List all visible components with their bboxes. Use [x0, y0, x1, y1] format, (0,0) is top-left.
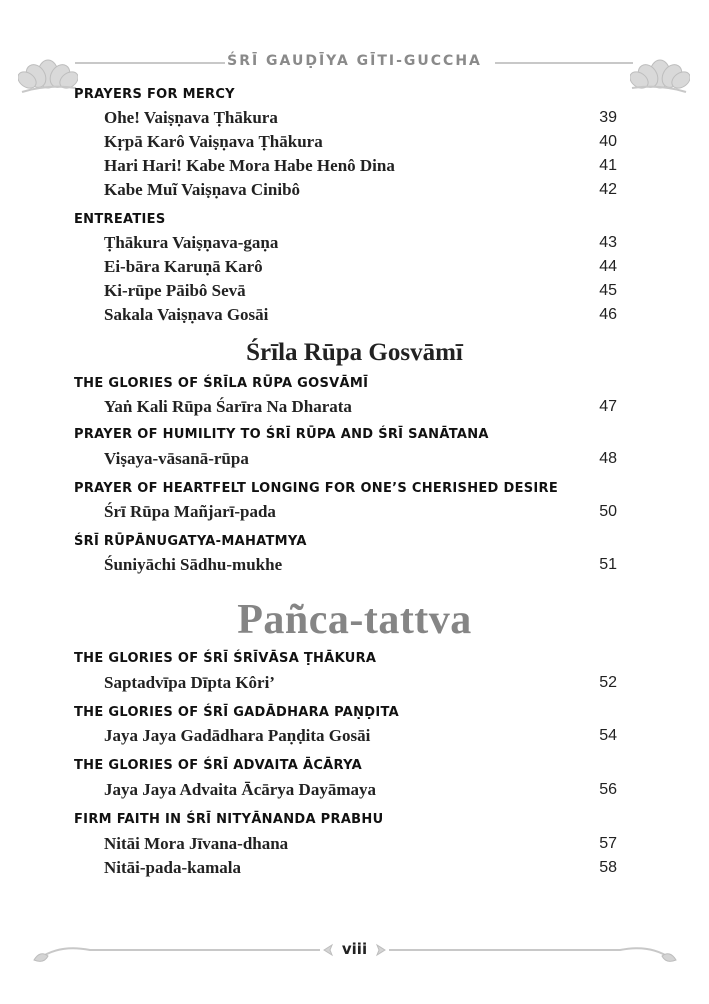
category-heading: ENTREATIES — [74, 212, 166, 227]
toc-entry-page: 52 — [599, 674, 617, 691]
toc-entry-title[interactable]: Nitāi Mora Jīvana-dhana — [104, 834, 289, 853]
page-footer — [0, 928, 709, 978]
lotus-ornament-right-icon — [630, 48, 690, 98]
category-heading: PRAYER OF HEARTFELT LONGING FOR ONE’S CHERISHED DESIRE — [74, 481, 559, 496]
toc-entry-title[interactable]: Ki-rūpe Pāibô Sevā — [104, 281, 246, 300]
toc-entry-title[interactable]: Śuniyāchi Sādhu-mukhe — [104, 555, 283, 574]
toc-entry-title[interactable]: Nitāi-pada-kamala — [104, 858, 241, 877]
category-heading: PRAYERS FOR MERCY — [74, 87, 235, 102]
toc-entry-title[interactable]: Viṣaya-vāsanā-rūpa — [104, 449, 249, 468]
category-heading: THE GLORIES OF ŚRĪLA RŪPA GOSVĀMĪ — [74, 376, 369, 391]
section-title-rupa: Śrīla Rūpa Gosvāmī — [246, 339, 463, 366]
toc-entry-title[interactable]: Kṛpā Karô Vaiṣṇava Ṭhākura — [104, 132, 323, 151]
section-title-panca-tattva: Pañca-tattva — [237, 597, 472, 643]
page-number: viii — [341, 940, 368, 958]
header-rule-right — [495, 62, 633, 64]
toc-entry-page: 50 — [599, 503, 617, 520]
toc-entry-title[interactable]: Ṭhākura Vaiṣṇava-gaṇa — [104, 233, 279, 252]
toc-entry-page: 40 — [599, 133, 617, 150]
toc-entry-title[interactable]: Śrī Rūpa Mañjarī-pada — [104, 502, 276, 521]
toc-entry-title[interactable]: Jaya Jaya Gadādhara Paṇḍita Gosāi — [104, 726, 371, 745]
toc-entry-page: 44 — [599, 258, 617, 275]
toc-entry-title[interactable]: Jaya Jaya Advaita Ācārya Dayāmaya — [104, 780, 376, 799]
toc-entry-page: 42 — [599, 181, 617, 198]
toc-entry-title[interactable]: Ohe! Vaiṣṇava Ṭhākura — [104, 108, 278, 127]
toc-entry-page: 58 — [599, 859, 617, 876]
category-heading: FIRM FAITH IN ŚRĪ NITYĀNANDA PRABHU — [74, 812, 384, 827]
toc-entry-page: 39 — [599, 109, 617, 126]
toc-entry-page: 47 — [599, 398, 617, 415]
toc-entry-page: 43 — [599, 234, 617, 251]
toc-entry-page: 57 — [599, 835, 617, 852]
running-head: ŚRĪ GAUḌĪYA GĪTI-GUCCHA — [227, 53, 482, 69]
toc-entry-page: 48 — [599, 450, 617, 467]
category-heading: THE GLORIES OF ŚRĪ GADĀDHARA PAṆḌITA — [74, 705, 400, 720]
toc-entry-title[interactable]: Ei-bāra Karuṇā Karô — [104, 257, 263, 276]
toc-entry-title[interactable]: Saptadvīpa Dīpta Kôri’ — [104, 673, 275, 692]
toc-entry-page: 51 — [599, 556, 617, 573]
toc-entry-title[interactable]: Sakala Vaiṣṇava Gosāi — [104, 305, 269, 324]
toc-entry-page: 56 — [599, 781, 617, 798]
category-heading: THE GLORIES OF ŚRĪ ŚRĪVĀSA ṬHĀKURA — [74, 651, 377, 666]
category-heading: THE GLORIES OF ŚRĪ ADVAITA ĀCĀRYA — [74, 758, 362, 773]
toc-entry-page: 41 — [599, 157, 617, 174]
toc-entry-page: 46 — [599, 306, 617, 323]
toc-entry-page: 54 — [599, 727, 617, 744]
toc-entry-title[interactable]: Kabe Muĩ Vaiṣṇava Cinibô — [104, 180, 301, 199]
toc-entry-page: 45 — [599, 282, 617, 299]
toc-entry-title[interactable]: Yaṅ Kali Rūpa Śarīra Na Dharata — [104, 397, 352, 416]
toc-entry-title[interactable]: Hari Hari! Kabe Mora Habe Henô Dina — [104, 156, 395, 175]
category-heading: ŚRĪ RŪPĀNUGATYA-MAHATMYA — [74, 534, 307, 549]
category-heading: PRAYER OF HUMILITY TO ŚRĪ RŪPA AND ŚRĪ SANĀTANA — [74, 427, 489, 442]
